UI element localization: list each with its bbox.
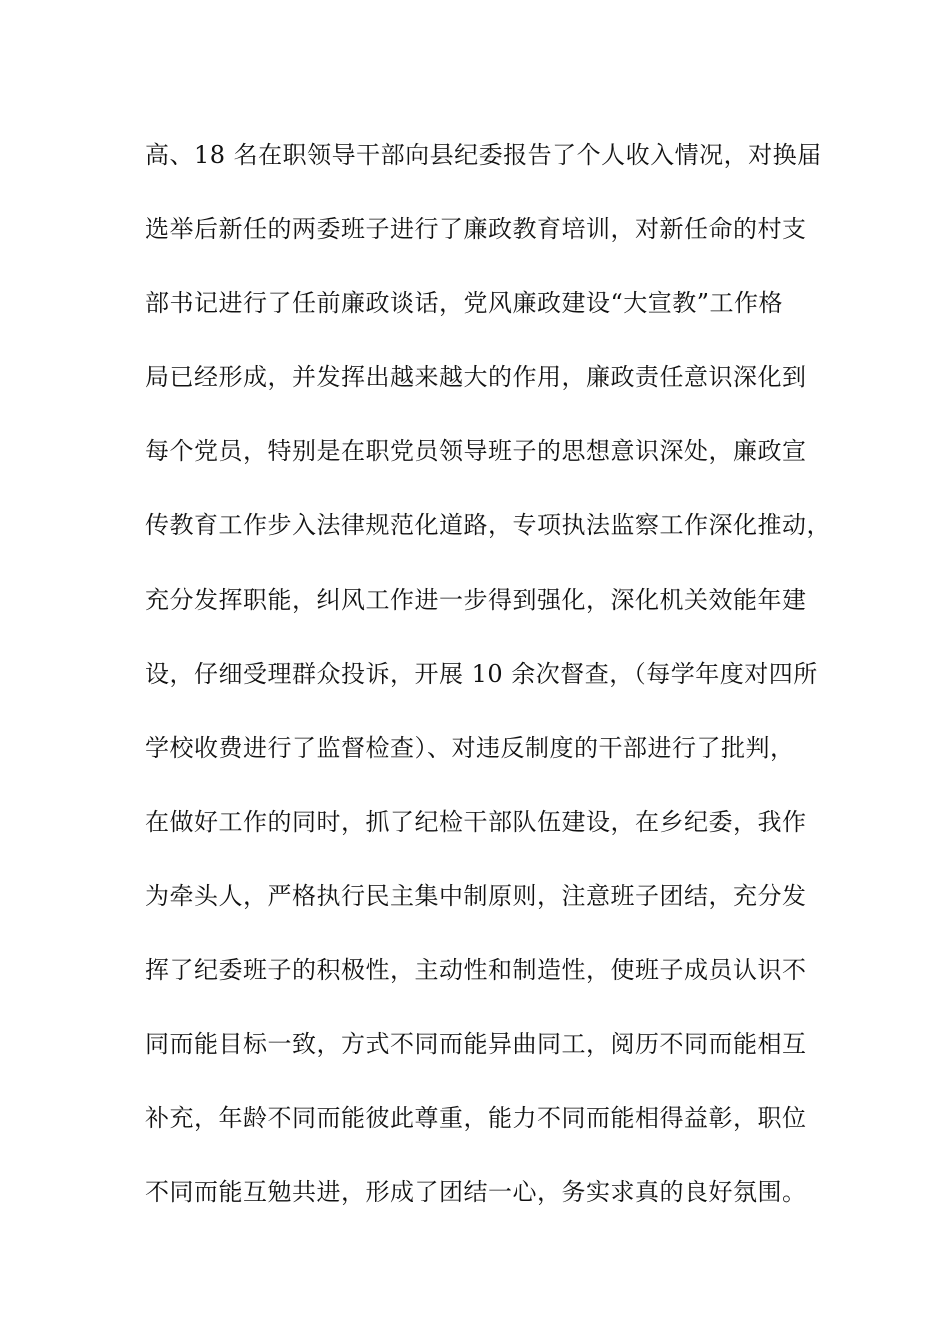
text-line-5: 每个党员，特别是在职党员领导班子的思想意识深处，廉政宣 [145, 437, 807, 466]
text-line-1: 高、18 名在职领导干部向县纪委报告了个人收入情况，对换届 [145, 141, 822, 169]
text-line-14: 补充，年龄不同而能彼此尊重，能力不同而能相得益彰，职位 [145, 1104, 807, 1133]
text-line-15: 不同而能互勉共进，形成了团结一心，务实求真的良好氛围。 [145, 1178, 807, 1207]
text-line-12: 挥了纪委班子的积极性，主动性和制造性，使班子成员认识不 [145, 956, 807, 985]
text-line-13: 同而能目标一致，方式不同而能异曲同工，阅历不同而能相互 [145, 1030, 807, 1059]
text-line-9: 学校收费进行了监督检查）、对违反制度的干部进行了批判， [145, 733, 795, 762]
text-line-10: 在做好工作的同时，抓了纪检干部队伍建设，在乡纪委，我作 [145, 807, 807, 836]
text-line-8: 设，仔细受理群众投诉，开展 10 余次督查，（每学年度对四所 [145, 659, 818, 688]
text-line-11: 为牵头人，严格执行民主集中制原则，注意班子团结，充分发 [145, 881, 807, 910]
text-line-6: 传教育工作步入法律规范化道路，专项执法监察工作深化推动， [145, 511, 831, 540]
text-line-4: 局已经形成，并发挥出越来越大的作用，廉政责任意识深化到 [145, 363, 807, 392]
text-line-3: 部书记进行了任前廉政谈话，党风廉政建设“大宣教”工作格 [145, 289, 784, 318]
body-paragraph [145, 132, 835, 1243]
text-line-2: 选举后新任的两委班子进行了廉政教育培训，对新任命的村支 [145, 215, 807, 244]
text-line-7: 充分发挥职能，纠风工作进一步得到强化，深化机关效能年建 [145, 585, 807, 614]
